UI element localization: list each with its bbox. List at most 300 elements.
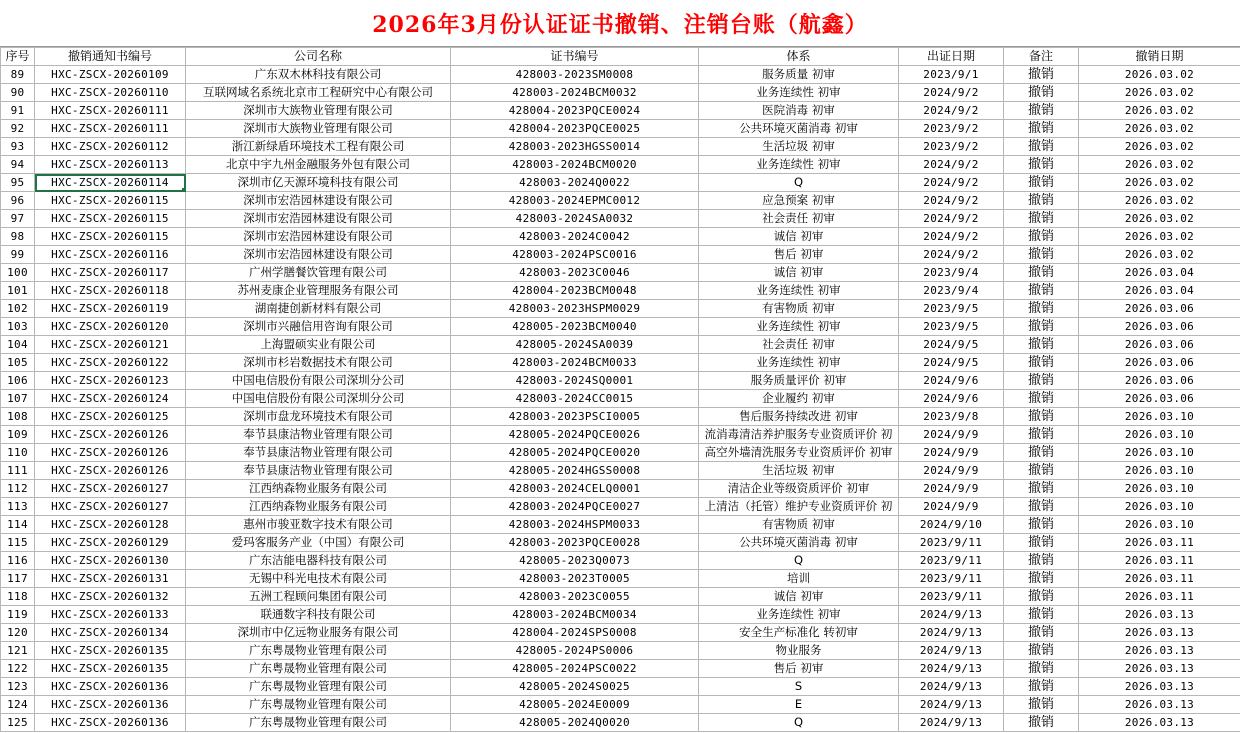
company-cell[interactable]: 广东洁能电器科技有限公司 [186,552,451,570]
seq-cell[interactable]: 94 [1,156,35,174]
header-company[interactable]: 公司名称 [186,48,451,66]
revoke-date-cell[interactable]: 2026.03.06 [1079,354,1241,372]
company-cell[interactable]: 深圳市宏浩园林建设有限公司 [186,228,451,246]
system-cell[interactable]: 应急预案 初审 [699,192,899,210]
seq-cell[interactable]: 123 [1,678,35,696]
company-cell[interactable]: 深圳市兴融信用咨询有限公司 [186,318,451,336]
seq-cell[interactable]: 103 [1,318,35,336]
issue-date-cell[interactable]: 2024/9/13 [899,624,1004,642]
company-cell[interactable]: 广州学膳餐饮管理有限公司 [186,264,451,282]
issue-date-cell[interactable]: 2024/9/13 [899,660,1004,678]
notice-no-cell[interactable]: HXC-ZSCX-20260115 [35,192,186,210]
company-cell[interactable]: 深圳市盘龙环境技术有限公司 [186,408,451,426]
revoke-date-cell[interactable]: 2026.03.06 [1079,336,1241,354]
remark-cell[interactable]: 撤销 [1004,174,1079,192]
system-cell[interactable]: 售后 初审 [699,660,899,678]
cert-no-cell[interactable]: 428004-2024SPS0008 [451,624,699,642]
revoke-date-cell[interactable]: 2026.03.04 [1079,282,1241,300]
remark-cell[interactable]: 撤销 [1004,138,1079,156]
company-cell[interactable]: 上海盟硕实业有限公司 [186,336,451,354]
issue-date-cell[interactable]: 2024/9/13 [899,696,1004,714]
notice-no-cell[interactable]: HXC-ZSCX-20260115 [35,210,186,228]
company-cell[interactable]: 广东粤晟物业管理有限公司 [186,642,451,660]
revoke-date-cell[interactable]: 2026.03.06 [1079,300,1241,318]
notice-no-cell[interactable]: HXC-ZSCX-20260125 [35,408,186,426]
company-cell[interactable]: 深圳市杉岩数据技术有限公司 [186,354,451,372]
seq-cell[interactable]: 117 [1,570,35,588]
notice-no-cell[interactable]: HXC-ZSCX-20260133 [35,606,186,624]
cert-no-cell[interactable]: 428003-2024PQCE0027 [451,498,699,516]
system-cell[interactable]: 安全生产标准化 转初审 [699,624,899,642]
notice-no-cell[interactable]: HXC-ZSCX-20260136 [35,678,186,696]
cert-no-cell[interactable]: 428003-2024SQ0001 [451,372,699,390]
notice-no-cell[interactable]: HXC-ZSCX-20260111 [35,102,186,120]
remark-cell[interactable]: 撤销 [1004,660,1079,678]
issue-date-cell[interactable]: 2023/9/4 [899,264,1004,282]
company-cell[interactable]: 奉节县康洁物业管理有限公司 [186,444,451,462]
seq-cell[interactable]: 98 [1,228,35,246]
notice-no-cell[interactable]: HXC-ZSCX-20260111 [35,120,186,138]
company-cell[interactable]: 浙江新绿盾环境技术工程有限公司 [186,138,451,156]
issue-date-cell[interactable]: 2023/9/5 [899,300,1004,318]
cert-no-cell[interactable]: 428005-2024PS0006 [451,642,699,660]
remark-cell[interactable]: 撤销 [1004,264,1079,282]
remark-cell[interactable]: 撤销 [1004,624,1079,642]
cert-no-cell[interactable]: 428003-2024PSC0016 [451,246,699,264]
notice-no-cell[interactable]: HXC-ZSCX-20260136 [35,714,186,732]
system-cell[interactable]: 诚信 初审 [699,264,899,282]
company-cell[interactable]: 联通数字科技有限公司 [186,606,451,624]
remark-cell[interactable]: 撤销 [1004,390,1079,408]
revoke-date-cell[interactable]: 2026.03.13 [1079,642,1241,660]
cert-no-cell[interactable]: 428005-2024SA0039 [451,336,699,354]
cert-no-cell[interactable]: 428003-2023HGSS0014 [451,138,699,156]
company-cell[interactable]: 深圳市中亿远物业服务有限公司 [186,624,451,642]
company-cell[interactable]: 广东粤晟物业管理有限公司 [186,696,451,714]
revoke-date-cell[interactable]: 2026.03.02 [1079,210,1241,228]
revoke-date-cell[interactable]: 2026.03.13 [1079,660,1241,678]
system-cell[interactable]: 售后 初审 [699,246,899,264]
seq-cell[interactable]: 113 [1,498,35,516]
remark-cell[interactable]: 撤销 [1004,282,1079,300]
system-cell[interactable]: S [699,678,899,696]
revoke-date-cell[interactable]: 2026.03.02 [1079,156,1241,174]
revoke-date-cell[interactable]: 2026.03.02 [1079,84,1241,102]
remark-cell[interactable]: 撤销 [1004,120,1079,138]
revoke-date-cell[interactable]: 2026.03.13 [1079,624,1241,642]
system-cell[interactable]: 流消毒清洁养护服务专业资质评价 初 [699,426,899,444]
system-cell[interactable]: 业务连续性 初审 [699,282,899,300]
seq-cell[interactable]: 100 [1,264,35,282]
remark-cell[interactable]: 撤销 [1004,192,1079,210]
company-cell[interactable]: 中国电信股份有限公司深圳分公司 [186,390,451,408]
seq-cell[interactable]: 108 [1,408,35,426]
system-cell[interactable]: 业务连续性 初审 [699,84,899,102]
remark-cell[interactable]: 撤销 [1004,66,1079,84]
cert-no-cell[interactable]: 428003-2023PQCE0028 [451,534,699,552]
issue-date-cell[interactable]: 2024/9/2 [899,228,1004,246]
cert-no-cell[interactable]: 428004-2023BCM0048 [451,282,699,300]
remark-cell[interactable]: 撤销 [1004,570,1079,588]
remark-cell[interactable]: 撤销 [1004,372,1079,390]
notice-no-cell[interactable]: HXC-ZSCX-20260136 [35,696,186,714]
seq-cell[interactable]: 121 [1,642,35,660]
system-cell[interactable]: Q [699,714,899,732]
notice-no-cell[interactable]: HXC-ZSCX-20260123 [35,372,186,390]
revoke-date-cell[interactable]: 2026.03.06 [1079,372,1241,390]
issue-date-cell[interactable]: 2023/9/11 [899,570,1004,588]
company-cell[interactable]: 深圳市宏浩园林建设有限公司 [186,210,451,228]
notice-no-cell[interactable]: HXC-ZSCX-20260116 [35,246,186,264]
system-cell[interactable]: 诚信 初审 [699,588,899,606]
cert-no-cell[interactable]: 428003-2024CC0015 [451,390,699,408]
seq-cell[interactable]: 99 [1,246,35,264]
remark-cell[interactable]: 撤销 [1004,696,1079,714]
revoke-date-cell[interactable]: 2026.03.02 [1079,66,1241,84]
header-seq[interactable]: 序号 [1,48,35,66]
revoke-date-cell[interactable]: 2026.03.02 [1079,138,1241,156]
revoke-date-cell[interactable]: 2026.03.13 [1079,696,1241,714]
seq-cell[interactable]: 114 [1,516,35,534]
revoke-date-cell[interactable]: 2026.03.02 [1079,174,1241,192]
issue-date-cell[interactable]: 2024/9/2 [899,210,1004,228]
seq-cell[interactable]: 118 [1,588,35,606]
notice-no-cell[interactable]: HXC-ZSCX-20260118 [35,282,186,300]
issue-date-cell[interactable]: 2024/9/9 [899,426,1004,444]
revoke-date-cell[interactable]: 2026.03.10 [1079,480,1241,498]
notice-no-cell[interactable]: HXC-ZSCX-20260128 [35,516,186,534]
remark-cell[interactable]: 撤销 [1004,318,1079,336]
notice-no-cell[interactable]: HXC-ZSCX-20260130 [35,552,186,570]
issue-date-cell[interactable]: 2024/9/5 [899,354,1004,372]
issue-date-cell[interactable]: 2024/9/2 [899,246,1004,264]
cert-no-cell[interactable]: 428003-2024C0042 [451,228,699,246]
revoke-date-cell[interactable]: 2026.03.13 [1079,606,1241,624]
remark-cell[interactable]: 撤销 [1004,606,1079,624]
remark-cell[interactable]: 撤销 [1004,228,1079,246]
system-cell[interactable]: 业务连续性 初审 [699,354,899,372]
notice-no-cell[interactable]: HXC-ZSCX-20260126 [35,462,186,480]
cert-no-cell[interactable]: 428003-2024BCM0034 [451,606,699,624]
company-cell[interactable]: 深圳市大族物业管理有限公司 [186,102,451,120]
issue-date-cell[interactable]: 2024/9/13 [899,678,1004,696]
cert-no-cell[interactable]: 428003-2023SM0008 [451,66,699,84]
issue-date-cell[interactable]: 2024/9/9 [899,498,1004,516]
issue-date-cell[interactable]: 2023/9/5 [899,318,1004,336]
seq-cell[interactable]: 115 [1,534,35,552]
remark-cell[interactable]: 撤销 [1004,678,1079,696]
issue-date-cell[interactable]: 2023/9/11 [899,588,1004,606]
seq-cell[interactable]: 125 [1,714,35,732]
revoke-date-cell[interactable]: 2026.03.10 [1079,462,1241,480]
header-remark[interactable]: 备注 [1004,48,1079,66]
seq-cell[interactable]: 89 [1,66,35,84]
revoke-date-cell[interactable]: 2026.03.10 [1079,516,1241,534]
company-cell[interactable]: 广东粤晟物业管理有限公司 [186,660,451,678]
cert-no-cell[interactable]: 428005-2023BCM0040 [451,318,699,336]
system-cell[interactable]: 服务质量评价 初审 [699,372,899,390]
notice-no-cell[interactable]: HXC-ZSCX-20260109 [35,66,186,84]
remark-cell[interactable]: 撤销 [1004,498,1079,516]
revoke-date-cell[interactable]: 2026.03.10 [1079,408,1241,426]
company-cell[interactable]: 江西纳森物业服务有限公司 [186,498,451,516]
notice-no-cell[interactable]: HXC-ZSCX-20260115 [35,228,186,246]
notice-no-cell[interactable]: HXC-ZSCX-20260114 [35,174,186,192]
system-cell[interactable]: 医院消毒 初审 [699,102,899,120]
remark-cell[interactable]: 撤销 [1004,336,1079,354]
revoke-date-cell[interactable]: 2026.03.02 [1079,102,1241,120]
seq-cell[interactable]: 109 [1,426,35,444]
seq-cell[interactable]: 116 [1,552,35,570]
revoke-date-cell[interactable]: 2026.03.11 [1079,552,1241,570]
remark-cell[interactable]: 撤销 [1004,210,1079,228]
company-cell[interactable]: 爱玛客服务产业（中国）有限公司 [186,534,451,552]
cert-no-cell[interactable]: 428003-2023C0046 [451,264,699,282]
remark-cell[interactable]: 撤销 [1004,156,1079,174]
remark-cell[interactable]: 撤销 [1004,552,1079,570]
notice-no-cell[interactable]: HXC-ZSCX-20260135 [35,660,186,678]
revoke-date-cell[interactable]: 2026.03.13 [1079,714,1241,732]
company-cell[interactable]: 北京中宇九州金融服务外包有限公司 [186,156,451,174]
system-cell[interactable]: 业务连续性 初审 [699,606,899,624]
notice-no-cell[interactable]: HXC-ZSCX-20260129 [35,534,186,552]
issue-date-cell[interactable]: 2024/9/2 [899,156,1004,174]
company-cell[interactable]: 深圳市宏浩园林建设有限公司 [186,192,451,210]
notice-no-cell[interactable]: HXC-ZSCX-20260121 [35,336,186,354]
system-cell[interactable]: 诚信 初审 [699,228,899,246]
company-cell[interactable]: 无锡中科光电技术有限公司 [186,570,451,588]
seq-cell[interactable]: 104 [1,336,35,354]
seq-cell[interactable]: 111 [1,462,35,480]
revoke-date-cell[interactable]: 2026.03.13 [1079,678,1241,696]
cert-no-cell[interactable]: 428003-2024EPMC0012 [451,192,699,210]
seq-cell[interactable]: 91 [1,102,35,120]
seq-cell[interactable]: 96 [1,192,35,210]
system-cell[interactable]: 培训 [699,570,899,588]
seq-cell[interactable]: 110 [1,444,35,462]
seq-cell[interactable]: 124 [1,696,35,714]
issue-date-cell[interactable]: 2023/9/4 [899,282,1004,300]
notice-no-cell[interactable]: HXC-ZSCX-20260126 [35,444,186,462]
seq-cell[interactable]: 112 [1,480,35,498]
system-cell[interactable]: 公共环境灭菌消毒 初审 [699,120,899,138]
notice-no-cell[interactable]: HXC-ZSCX-20260127 [35,498,186,516]
revoke-date-cell[interactable]: 2026.03.06 [1079,318,1241,336]
cert-no-cell[interactable]: 428005-2024PQCE0020 [451,444,699,462]
notice-no-cell[interactable]: HXC-ZSCX-20260131 [35,570,186,588]
issue-date-cell[interactable]: 2023/9/8 [899,408,1004,426]
cert-no-cell[interactable]: 428003-2024Q0022 [451,174,699,192]
notice-no-cell[interactable]: HXC-ZSCX-20260134 [35,624,186,642]
system-cell[interactable]: 社会责任 初审 [699,210,899,228]
issue-date-cell[interactable]: 2023/9/2 [899,138,1004,156]
cert-no-cell[interactable]: 428003-2024BCM0020 [451,156,699,174]
system-cell[interactable]: Q [699,552,899,570]
notice-no-cell[interactable]: HXC-ZSCX-20260110 [35,84,186,102]
cert-no-cell[interactable]: 428005-2024PSC0022 [451,660,699,678]
system-cell[interactable]: 物业服务 [699,642,899,660]
company-cell[interactable]: 深圳市亿天源环境科技有限公司 [186,174,451,192]
system-cell[interactable]: 有害物质 初审 [699,516,899,534]
header-cert-no[interactable]: 证书编号 [451,48,699,66]
remark-cell[interactable]: 撤销 [1004,102,1079,120]
company-cell[interactable]: 江西纳森物业服务有限公司 [186,480,451,498]
company-cell[interactable]: 深圳市大族物业管理有限公司 [186,120,451,138]
notice-no-cell[interactable]: HXC-ZSCX-20260122 [35,354,186,372]
cert-no-cell[interactable]: 428003-2024HSPM0033 [451,516,699,534]
remark-cell[interactable]: 撤销 [1004,588,1079,606]
cert-no-cell[interactable]: 428003-2023HSPM0029 [451,300,699,318]
issue-date-cell[interactable]: 2024/9/13 [899,606,1004,624]
seq-cell[interactable]: 120 [1,624,35,642]
issue-date-cell[interactable]: 2024/9/10 [899,516,1004,534]
system-cell[interactable]: 高空外墙清洗服务专业资质评价 初审 [699,444,899,462]
header-notice-no[interactable]: 撤销通知书编号 [35,48,186,66]
remark-cell[interactable]: 撤销 [1004,354,1079,372]
company-cell[interactable]: 奉节县康洁物业管理有限公司 [186,426,451,444]
notice-no-cell[interactable]: HXC-ZSCX-20260135 [35,642,186,660]
title-cell[interactable] [0,0,1240,47]
cert-no-cell[interactable]: 428005-2024Q0020 [451,714,699,732]
remark-cell[interactable]: 撤销 [1004,480,1079,498]
notice-no-cell[interactable]: HXC-ZSCX-20260112 [35,138,186,156]
company-cell[interactable]: 奉节县康洁物业管理有限公司 [186,462,451,480]
seq-cell[interactable]: 95 [1,174,35,192]
seq-cell[interactable]: 92 [1,120,35,138]
issue-date-cell[interactable]: 2023/9/2 [899,120,1004,138]
notice-no-cell[interactable]: HXC-ZSCX-20260120 [35,318,186,336]
cert-no-cell[interactable]: 428003-2023T0005 [451,570,699,588]
issue-date-cell[interactable]: 2024/9/9 [899,462,1004,480]
notice-no-cell[interactable]: HXC-ZSCX-20260127 [35,480,186,498]
header-issue-date[interactable]: 出证日期 [899,48,1004,66]
seq-cell[interactable]: 105 [1,354,35,372]
system-cell[interactable]: 售后服务持续改进 初审 [699,408,899,426]
header-system[interactable]: 体系 [699,48,899,66]
remark-cell[interactable]: 撤销 [1004,516,1079,534]
revoke-date-cell[interactable]: 2026.03.04 [1079,264,1241,282]
seq-cell[interactable]: 90 [1,84,35,102]
company-cell[interactable]: 广东双木林科技有限公司 [186,66,451,84]
cert-no-cell[interactable]: 428003-2024SA0032 [451,210,699,228]
issue-date-cell[interactable]: 2024/9/2 [899,192,1004,210]
system-cell[interactable]: 生活垃圾 初审 [699,462,899,480]
system-cell[interactable]: 服务质量 初审 [699,66,899,84]
system-cell[interactable]: 业务连续性 初审 [699,156,899,174]
company-cell[interactable]: 中国电信股份有限公司深圳分公司 [186,372,451,390]
company-cell[interactable]: 互联网域名系统北京市工程研究中心有限公司 [186,84,451,102]
revoke-date-cell[interactable]: 2026.03.10 [1079,426,1241,444]
seq-cell[interactable]: 102 [1,300,35,318]
revoke-date-cell[interactable]: 2026.03.10 [1079,444,1241,462]
cert-no-cell[interactable]: 428003-2023C0055 [451,588,699,606]
remark-cell[interactable]: 撤销 [1004,426,1079,444]
revoke-date-cell[interactable]: 2026.03.02 [1079,228,1241,246]
seq-cell[interactable]: 106 [1,372,35,390]
revoke-date-cell[interactable]: 2026.03.11 [1079,534,1241,552]
company-cell[interactable]: 湖南捷创新材料有限公司 [186,300,451,318]
issue-date-cell[interactable]: 2024/9/6 [899,372,1004,390]
company-cell[interactable]: 惠州市骏亚数字技术有限公司 [186,516,451,534]
issue-date-cell[interactable]: 2023/9/1 [899,66,1004,84]
header-revoke-date[interactable]: 撤销日期 [1079,48,1241,66]
system-cell[interactable]: 生活垃圾 初审 [699,138,899,156]
cert-no-cell[interactable]: 428004-2023PQCE0024 [451,102,699,120]
issue-date-cell[interactable]: 2024/9/9 [899,444,1004,462]
notice-no-cell[interactable]: HXC-ZSCX-20260124 [35,390,186,408]
issue-date-cell[interactable]: 2024/9/13 [899,642,1004,660]
revoke-date-cell[interactable]: 2026.03.11 [1079,588,1241,606]
company-cell[interactable]: 五洲工程顾问集团有限公司 [186,588,451,606]
cert-no-cell[interactable]: 428005-2024PQCE0026 [451,426,699,444]
issue-date-cell[interactable]: 2024/9/9 [899,480,1004,498]
notice-no-cell[interactable]: HXC-ZSCX-20260117 [35,264,186,282]
seq-cell[interactable]: 119 [1,606,35,624]
cert-no-cell[interactable]: 428003-2024BCM0032 [451,84,699,102]
seq-cell[interactable]: 122 [1,660,35,678]
cert-no-cell[interactable]: 428005-2024HGSS0008 [451,462,699,480]
revoke-date-cell[interactable]: 2026.03.02 [1079,246,1241,264]
company-cell[interactable]: 广东粤晟物业管理有限公司 [186,714,451,732]
system-cell[interactable]: 公共环境灭菌消毒 初审 [699,534,899,552]
system-cell[interactable]: 清洁企业等级资质评价 初审 [699,480,899,498]
issue-date-cell[interactable]: 2024/9/2 [899,102,1004,120]
revoke-date-cell[interactable]: 2026.03.02 [1079,192,1241,210]
remark-cell[interactable]: 撤销 [1004,534,1079,552]
seq-cell[interactable]: 93 [1,138,35,156]
system-cell[interactable]: 有害物质 初审 [699,300,899,318]
notice-no-cell[interactable]: HXC-ZSCX-20260126 [35,426,186,444]
company-cell[interactable]: 深圳市宏浩园林建设有限公司 [186,246,451,264]
remark-cell[interactable]: 撤销 [1004,408,1079,426]
cert-no-cell[interactable]: 428005-2024S0025 [451,678,699,696]
notice-no-cell[interactable]: HXC-ZSCX-20260132 [35,588,186,606]
revoke-date-cell[interactable]: 2026.03.10 [1079,498,1241,516]
system-cell[interactable]: E [699,696,899,714]
seq-cell[interactable]: 107 [1,390,35,408]
system-cell[interactable]: 企业履约 初审 [699,390,899,408]
cert-no-cell[interactable]: 428005-2023Q0073 [451,552,699,570]
issue-date-cell[interactable]: 2024/9/2 [899,174,1004,192]
revoke-date-cell[interactable]: 2026.03.02 [1079,120,1241,138]
cert-no-cell[interactable]: 428004-2023PQCE0025 [451,120,699,138]
seq-cell[interactable]: 101 [1,282,35,300]
cert-no-cell[interactable]: 428003-2024CELQ0001 [451,480,699,498]
issue-date-cell[interactable]: 2023/9/11 [899,534,1004,552]
system-cell[interactable]: Q [699,174,899,192]
system-cell[interactable]: 上清洁（托管）维护专业资质评价 初 [699,498,899,516]
remark-cell[interactable]: 撤销 [1004,462,1079,480]
remark-cell[interactable]: 撤销 [1004,714,1079,732]
notice-no-cell[interactable]: HXC-ZSCX-20260119 [35,300,186,318]
system-cell[interactable]: 业务连续性 初审 [699,318,899,336]
remark-cell[interactable]: 撤销 [1004,246,1079,264]
revoke-date-cell[interactable]: 2026.03.11 [1079,570,1241,588]
system-cell[interactable]: 社会责任 初审 [699,336,899,354]
remark-cell[interactable]: 撤销 [1004,642,1079,660]
remark-cell[interactable]: 撤销 [1004,300,1079,318]
cert-no-cell[interactable]: 428003-2024BCM0033 [451,354,699,372]
notice-no-cell[interactable]: HXC-ZSCX-20260113 [35,156,186,174]
remark-cell[interactable]: 撤销 [1004,444,1079,462]
issue-date-cell[interactable]: 2023/9/11 [899,552,1004,570]
issue-date-cell[interactable]: 2024/9/2 [899,84,1004,102]
company-cell[interactable]: 广东粤晟物业管理有限公司 [186,678,451,696]
issue-date-cell[interactable]: 2024/9/5 [899,336,1004,354]
remark-cell[interactable]: 撤销 [1004,84,1079,102]
company-cell[interactable]: 苏州麦康企业管理服务有限公司 [186,282,451,300]
revoke-date-cell[interactable]: 2026.03.06 [1079,390,1241,408]
